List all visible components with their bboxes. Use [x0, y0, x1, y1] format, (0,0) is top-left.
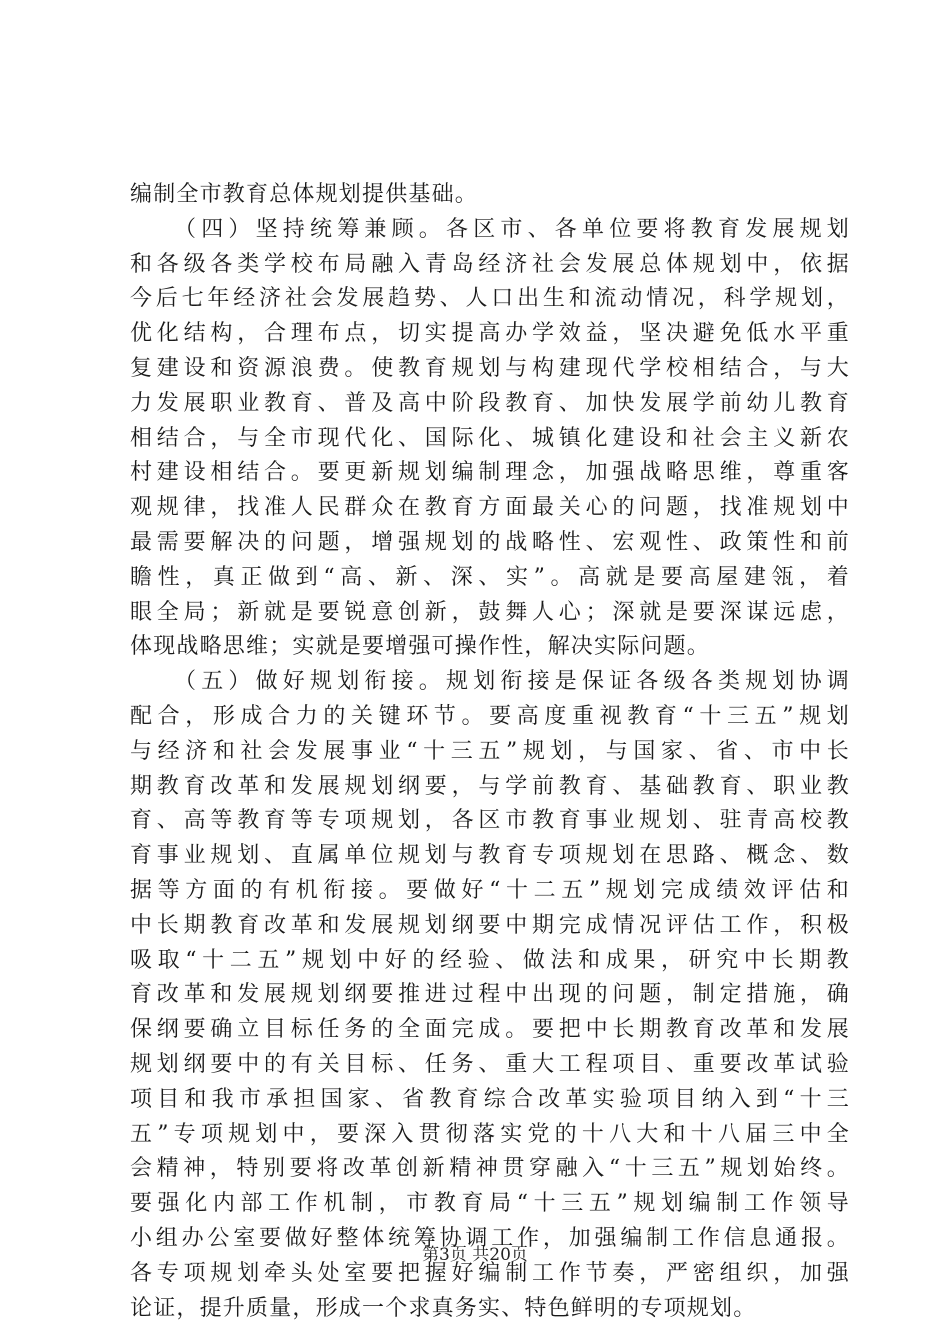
text-line: 据等方面的有机衔接。要做好“十二五”规划完成绩效评估和	[130, 877, 850, 903]
text-line: 相结合，与全市现代化、国际化、城镇化建设和社会主义新农	[130, 425, 850, 451]
text-line: 优化结构，合理布点，切实提高办学效益，坚决避免低水平重	[130, 321, 850, 347]
text-line: 吸取“十二五”规划中好的经验、做法和成果，研究中长期教	[130, 947, 850, 973]
text-line: 育改革和发展规划纲要推进过程中出现的问题，制定措施，确	[130, 982, 850, 1008]
text-line: 五”专项规划中，要深入贯彻落实党的十八大和十八届三中全	[130, 1121, 850, 1147]
text-line: 复建设和资源浪费。使教育规划与构建现代学校相结合，与大	[130, 355, 850, 381]
text-line: 规划纲要中的有关目标、任务、重大工程项目、重要改革试验	[130, 1051, 850, 1077]
text-line: 论证，提升质量，形成一个求真务实、特色鲜明的专项规划。	[130, 1295, 757, 1321]
text-line: 各专项规划牵头处室要把握好编制工作节奏，严密组织，加强	[130, 1260, 850, 1286]
text-line: 小组办公室要做好整体统筹协调工作，加强编制工作信息通报。	[130, 1225, 850, 1251]
text-line: 与经济和社会发展事业“十三五”规划，与国家、省、市中长	[130, 738, 850, 764]
text-line: 最需要解决的问题，增强规划的战略性、宏观性、政策性和前	[130, 529, 850, 555]
paragraph-start-line: （五）做好规划衔接。规划衔接是保证各级各类规划协调	[174, 669, 850, 695]
text-line: 今后七年经济社会发展趋势、人口出生和流动情况，科学规划，	[130, 286, 850, 312]
page-number-footer: 第3页 共20页	[422, 1245, 528, 1265]
text-line: 配合，形成合力的关键环节。要高度重视教育“十三五”规划	[130, 703, 850, 729]
text-line: 会精神，特别要将改革创新精神贯穿融入“十三五”规划始终。	[130, 1156, 850, 1182]
text-line: 村建设相结合。要更新规划编制理念，加强战略思维，尊重客	[130, 460, 850, 486]
text-line: 和各级各类学校布局融入青岛经济社会发展总体规划中，依据	[130, 251, 850, 277]
text-line: 保纲要确立目标任务的全面完成。要把中长期教育改革和发展	[130, 1017, 850, 1043]
body-text	[130, 178, 850, 1326]
text-line: 育、高等教育等专项规划，各区市教育事业规划、驻青高校教	[130, 808, 850, 834]
text-line: 要强化内部工作机制，市教育局“十三五”规划编制工作领导	[130, 1191, 850, 1217]
text-line: 瞻性，真正做到“高、新、深、实”。高就是要高屋建瓴，着	[130, 564, 850, 590]
paragraph-start-line: （四）坚持统筹兼顾。各区市、各单位要将教育发展规划	[174, 216, 850, 242]
text-line: 期教育改革和发展规划纲要，与学前教育、基础教育、职业教	[130, 773, 850, 799]
text-line: 编制全市教育总体规划提供基础。	[130, 182, 479, 207]
text-line: 力发展职业教育、普及高中阶段教育、加快发展学前幼儿教育	[130, 390, 850, 416]
text-line: 体现战略思维；实就是要增强可操作性，解决实际问题。	[130, 634, 711, 660]
text-line: 中长期教育改革和发展规划纲要中期完成情况评估工作，积极	[130, 912, 850, 938]
text-line: 观规律，找准人民群众在教育方面最关心的问题，找准规划中	[130, 495, 850, 521]
text-line: 项目和我市承担国家、省教育综合改革实验项目纳入到“十三	[130, 1086, 850, 1112]
text-line: 育事业规划、直属单位规划与教育专项规划在思路、概念、数	[130, 843, 850, 869]
text-line: 眼全局；新就是要锐意创新，鼓舞人心；深就是要深谋远虑，	[130, 599, 850, 625]
